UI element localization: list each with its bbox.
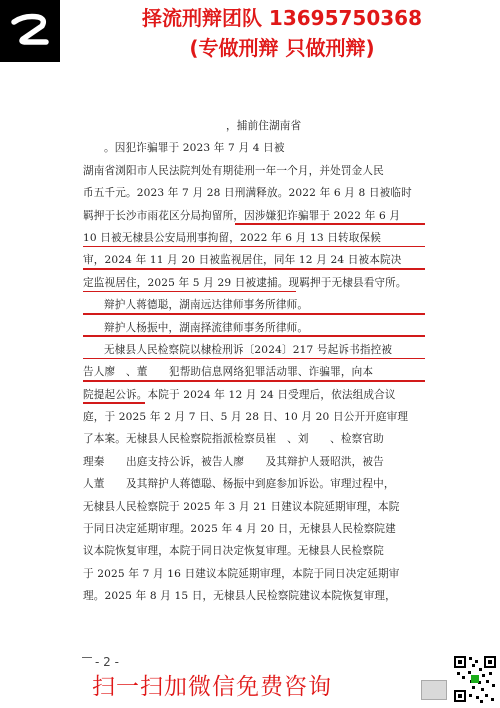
document-line (83, 205, 423, 227)
document-line (83, 540, 423, 562)
stamp-image (421, 680, 447, 700)
document-line-text: 议本院恢复审理，本院于同日决定恢复审理。无棣县人民检察院 (83, 545, 384, 558)
document-line (83, 115, 423, 137)
red-underline (83, 268, 425, 270)
document-line-text: 告人廖 、董 犯帮助信息网络犯罪活动罪、诈骗罪，向本 (83, 366, 374, 379)
document-line (83, 317, 423, 339)
red-underline (83, 313, 425, 315)
header-title: 择流刑辩团队 13695750368 (141, 6, 423, 30)
red-underline (83, 291, 296, 293)
red-underline (83, 402, 145, 404)
document-line-text: 审，2024 年 11 月 20 日被监视居住，同年 12 月 24 日被本院决 (83, 254, 402, 267)
document-line (83, 406, 423, 428)
document-line (83, 339, 423, 361)
red-underline (83, 380, 425, 382)
document-line (83, 137, 423, 159)
red-underline (83, 358, 425, 360)
document-line-text: 币五千元。2023 年 7 月 28 日刑满释放。2022 年 6 月 8 日被临时 (83, 187, 412, 200)
document-line-text: 辩护人杨振中，湖南择流律师事务所律师。 (104, 321, 309, 334)
document-line-text: 理。2025 年 8 月 15 日，无棣县人民检察院建议本院恢复审理， (83, 590, 396, 603)
document-line-text: 人董 及其辩护人蒋德聪、杨振中到庭参加诉讼。审理过程中， (83, 478, 395, 491)
wechat-qr-code[interactable] (452, 654, 498, 704)
document-line-text: 羁押于长沙市雨花区分局拘留所，因涉嫌犯诈骗罪于 2022 年 6 月 (83, 209, 401, 222)
document-line-text: 定监视居住，2025 年 5 月 29 日被逮捕。现羁押于无棣县看守所。 (83, 276, 407, 289)
judgment-body (83, 115, 423, 608)
document-line (83, 473, 423, 495)
document-line-text: 湖南省浏阳市人民法院判处有期徒刑一年一个月，并处罚金人民 (83, 164, 384, 177)
footer-cta: 扫一扫加微信免费咨询 (92, 674, 332, 700)
document-line-text: 10 日被无棣县公安局刑事拘留，2022 年 6 月 13 日转取保候 (83, 231, 381, 244)
document-line-text: 理秦 出庭支持公诉，被告人廖 及其辩护人聂昭洪，被告 (83, 455, 384, 468)
document-line-text: 于 2025 年 7 月 16 日建议本院延期审理，本院于同日决定延期审 (83, 567, 400, 580)
document-line (83, 227, 423, 249)
document-line-text: 辩护人蒋德聪，湖南远达律师事务所律师。 (104, 299, 309, 312)
document-line (83, 272, 423, 294)
document-line (83, 518, 423, 540)
document-line (83, 451, 423, 473)
red-underline (235, 223, 425, 225)
document-line-text: 无棣县人民检察院以棣检刑诉〔2024〕217 号起诉书指控被 (104, 343, 393, 356)
document-line-text: 院提起公诉。本院于 2024 年 12 月 24 日受理后，依法组成合议 (83, 388, 396, 401)
document-line (83, 428, 423, 450)
qr-code-icon (452, 654, 498, 704)
document-line-text: 于同日决定延期审理。2025 年 4 月 20 日，无棣县人民检察院建 (83, 523, 396, 536)
document-line-text: 无棣县人民检察院于 2025 年 3 月 21 日建议本院延期审理，本院 (83, 500, 400, 513)
brand-logo (0, 0, 60, 62)
document-line-text: 。因犯诈骗罪于 2023 年 7 月 4 日被 (104, 142, 285, 155)
document-line (83, 160, 423, 182)
document-line-text: ，捕前住湖南省 (226, 120, 302, 132)
footer-divider (82, 657, 92, 658)
red-underline (83, 246, 425, 248)
document-line (83, 384, 423, 406)
logo-z-icon (8, 9, 52, 53)
header-subtitle: (专做刑辩 只做刑辩) (189, 36, 375, 60)
page-header (0, 0, 500, 68)
document-line (83, 585, 423, 607)
document-line (83, 496, 423, 518)
document-line (83, 294, 423, 316)
document-line-text: 了本案。无棣县人民检察院指派检察员崔 、刘 、检察官助 (83, 433, 384, 446)
document-line-text: 庭，于 2025 年 2 月 7 日、5 月 28 日、10 月 20 日公开开庭审理 (83, 411, 409, 424)
document-line (83, 249, 423, 271)
document-line (83, 563, 423, 585)
red-underline (83, 335, 425, 337)
page-number: - 2 - (95, 655, 119, 669)
document-line (83, 182, 423, 204)
document-line (83, 361, 423, 383)
